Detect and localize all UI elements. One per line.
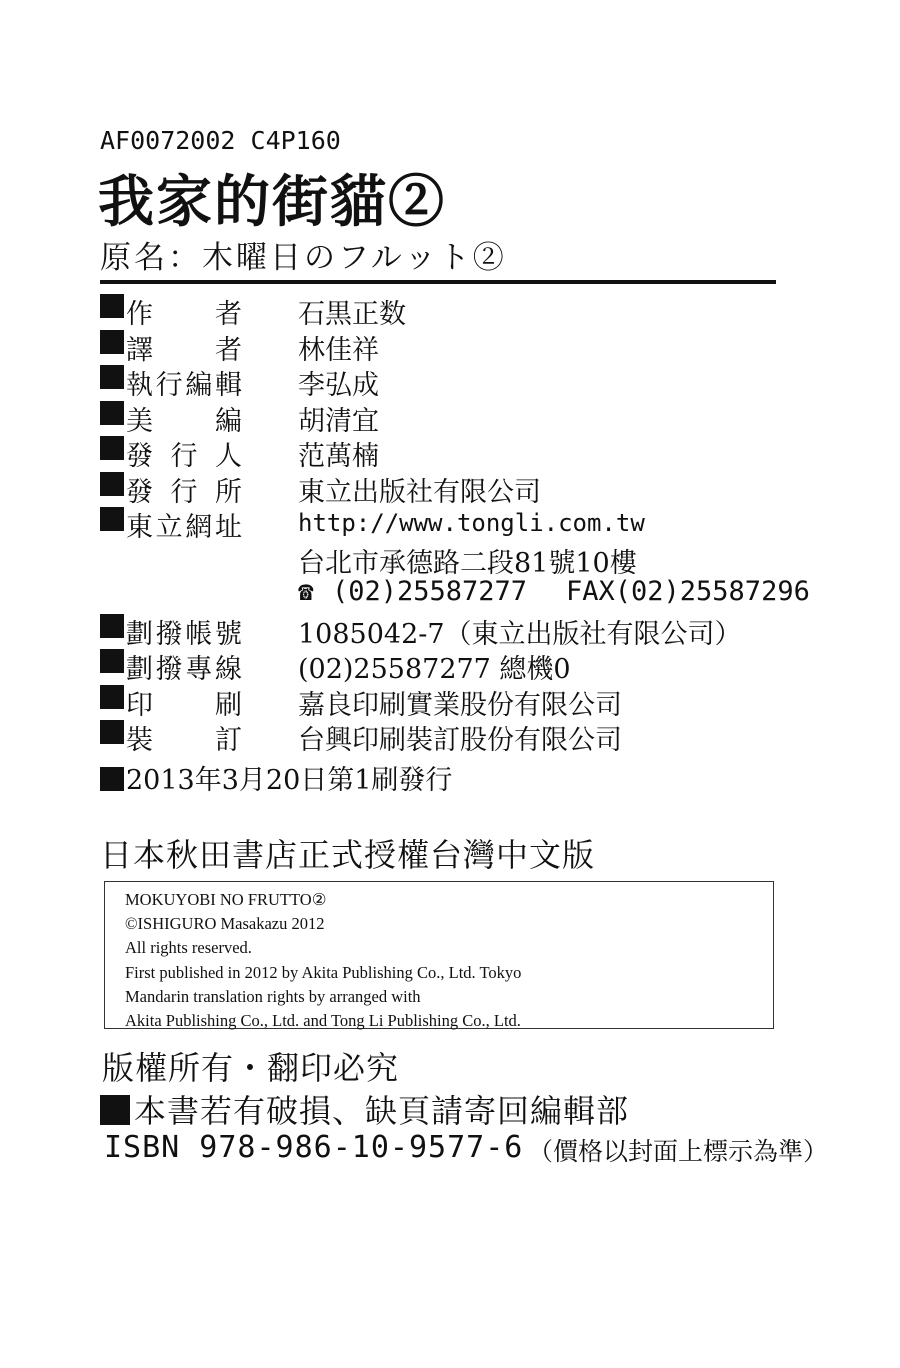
bullet-square [100,614,124,638]
bullet-square [100,767,124,791]
copyright-line: First published in 2012 by Akita Publishing Co., Ltd. Tokyo [125,962,522,982]
bullet-square [100,720,124,744]
divider [100,280,776,284]
bullet-square [100,507,124,531]
copyright-box [104,881,774,1029]
credit-value: 東立出版社有限公司 [298,476,541,508]
credit-row-designer [100,399,800,435]
credit-value: 李弘成 [298,370,379,401]
credit-label: 執行編輯 [126,370,242,401]
bullet-square [100,436,124,460]
credit-value: 嘉良印刷實業股份有限公司 [298,689,622,721]
credit-label: 劃撥帳號 [126,618,242,650]
bullet-square [100,365,124,389]
bullet-square [100,649,124,673]
credit-label: 劃撥專線 [126,654,242,685]
copyright-line: Mandarin translation rights by arranged with [125,986,421,1006]
defect-notice [100,1086,629,1132]
publish-date-text: 2013年3月20日第1刷發行 [126,765,453,796]
address: 台北市承德路二段81號10樓 [298,547,637,579]
bullet-square [100,472,124,496]
phone-row [100,576,810,612]
publish-date [100,758,452,797]
copyright-line: All rights reserved. [125,938,252,958]
fax-number: FAX(02)25587296 [566,576,810,607]
defect-notice-text: 本書若有破損、缺頁請寄回編輯部 [134,1092,630,1130]
credit-label: 東立網址 [126,512,242,543]
credit-row-author [100,292,800,328]
credits-list [100,292,810,756]
credit-value: 范萬楠 [298,441,379,472]
credit-value: (02)25587277 總機0 [298,654,571,685]
credit-label: 裝 訂 [126,725,242,756]
credit-row-hotline [100,647,800,683]
credit-label: 美 編 [126,405,242,437]
credit-row-translator [100,328,800,364]
credit-row-website [100,505,800,541]
credit-value: 胡清宜 [298,405,379,437]
bullet-square [100,1095,130,1125]
address-row [100,541,800,577]
copyright-line: MOKUYOBI NO FRUTTO② [125,890,327,909]
bullet-square [100,685,124,709]
price-note: （價格以封面上標示為準） [528,1137,829,1166]
credit-label: 譯 者 [126,334,242,366]
bullet-square [100,330,124,354]
credit-label: 作 者 [126,299,242,330]
original-title: 原名：木曜日のフルット② [100,240,507,276]
phone-number: (02)25587277 [332,576,528,607]
bullet-square [100,401,124,425]
credit-row-account [100,612,800,648]
phone-icon: ☎ [298,577,314,607]
credit-row-publishing-house [100,470,800,506]
credit-value: 台興印刷裝訂股份有限公司 [298,725,622,756]
rights-notice: 版權所有・翻印必究 [102,1049,400,1087]
credit-label: 發行所 [126,476,242,508]
copyright-line: Akita Publishing Co., Ltd. and Tong Li Publishing Co., Ltd. [125,1011,521,1031]
catalog-code: AF0072002 C4P160 [100,126,341,155]
credit-value: 1085042-7（東立出版社有限公司） [298,618,742,650]
credit-value: 林佳祥 [298,334,379,366]
credit-label: 發行人 [126,441,242,472]
bullet-square [100,294,124,318]
book-title: 我家的街貓② [98,169,446,235]
credit-label: 印 刷 [126,689,242,721]
license-statement: 日本秋田書店正式授權台灣中文版 [100,836,596,874]
website-url[interactable]: http://www.tongli.com.tw [298,509,645,537]
credit-row-editor [100,363,800,399]
copyright-line: ©ISHIGURO Masakazu 2012 [125,914,325,934]
credit-row-printer [100,683,800,719]
credit-row-binder [100,718,800,754]
credit-row-publisher [100,434,800,470]
credit-value: 石黒正数 [298,299,406,330]
isbn: ISBN 978-986-10-9577-6 [104,1130,524,1165]
